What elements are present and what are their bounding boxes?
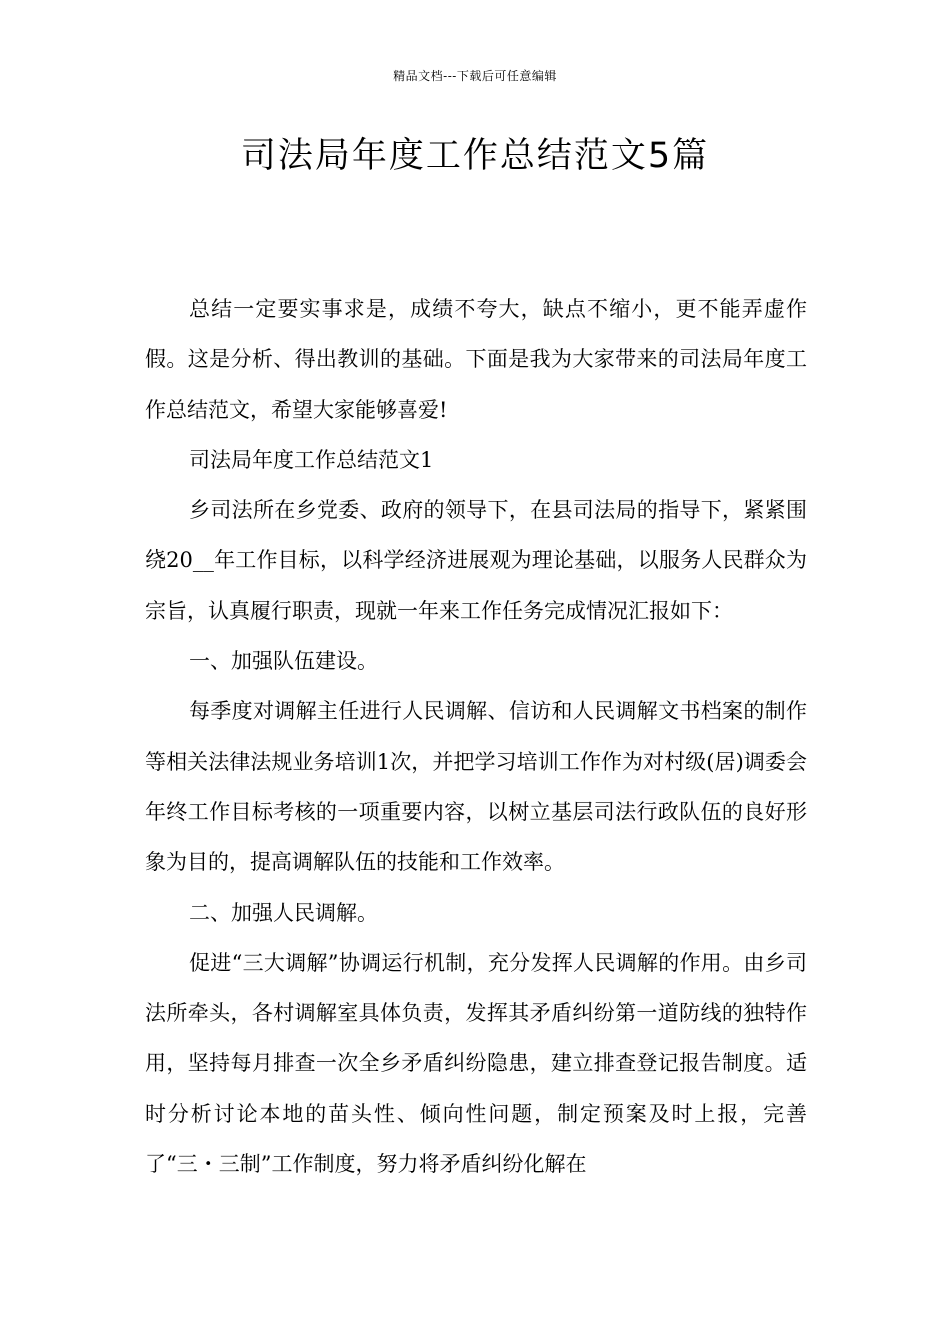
document-body — [145, 284, 807, 1189]
subsection-heading: 一、加强队伍建设。 — [189, 649, 378, 674]
body-paragraph: 促进“三大调解”协调运行机制，充分发挥人民调解的作用。由乡司法所牵头，各村调解室具体负责，发挥其矛盾纠纷第一道防线的独特作用，坚持每月排查一次全乡矛盾纠纷隐患，建立排查登记报告制度。适时分析讨论本地的苗头性、倾向性问题，制定预案及时上报，完善了“三・三制”工作制度，努力将矛盾纠纷化解在 — [145, 950, 807, 1177]
document-title: 司法局年度工作总结范文5篇 — [240, 136, 710, 176]
header-note: 精品文档---下载后可任意编辑 — [393, 69, 557, 83]
subsection-heading: 二、加强人民调解。 — [189, 900, 378, 925]
body-paragraph: 每季度对调解主任进行人民调解、信访和人民调解文书档案的制作等相关法律法规业务培训1次，并把学习培训工作作为对村级(居)调委会年终工作目标考核的一项重要内容，以树立基层司法行政队伍的良好形象为目的，提高调解队伍的技能和工作效率。 — [145, 699, 807, 875]
body-paragraph: 乡司法所在乡党委、政府的领导下，在县司法局的指导下，紧紧围绕20__年工作目标，以科学经济进展观为理论基础，以服务人民群众为宗旨，认真履行职责，现就一年来工作任务完成情况汇报如下： — [145, 498, 807, 623]
section-heading: 司法局年度工作总结范文1 — [189, 447, 434, 472]
intro-paragraph: 总结一定要实事求是，成绩不夸大，缺点不缩小，更不能弄虚作假。这是分析、得出教训的基础。下面是我为大家带来的司法局年度工作总结范文，希望大家能够喜爱! — [145, 297, 807, 422]
